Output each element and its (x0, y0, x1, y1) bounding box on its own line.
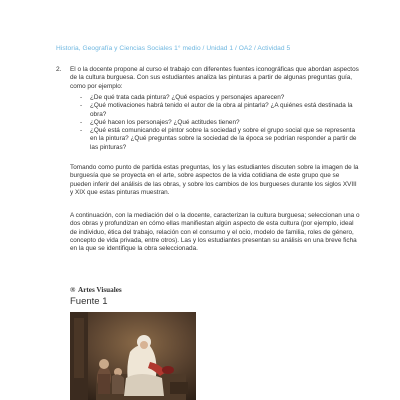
list-dash: - (80, 118, 83, 126)
section-heading-artes-visuales (70, 286, 122, 294)
section-heading-text: Artes Visuales (78, 286, 122, 294)
discussion-paragraph: Tomando como punto de partida estas preguntas, los y las estudiantes discuten sobre la imagen de la burguesía que se proyecta en el arte, sobre aspectos de la vida cotidiana de este grupo que se pueden inferir del análisis de las obras, y sobre los cambios de los burgueses durante los siglos XVIII y XIX que estas pinturas muestran. (70, 164, 359, 196)
guide-question-text: ¿Qué hacen los personajes? ¿Qué actitudes tienen? (90, 118, 240, 126)
guide-question-text: ¿De qué trata cada pintura? ¿Qué espacios y personajes aparecen? (90, 94, 285, 101)
characterization-paragraph: A continuación, con la mediación del o la docente, caracterizan la cultura burguesa; seleccionan una o dos obras y profundizan en cómo ellas manifiestan algún aspecto de esta cultura (por ejemplo, ideal de individuo, ética del trabajo, relación con el consumo y el ocio, modelo de familia, roles de género, concepto de vida privada, entre otros). Las y los estudiantes presentan su análisis en una breve ficha en la que se identifique la obra seleccionada. (70, 212, 360, 253)
guide-question (80, 94, 358, 102)
guide-question (80, 102, 358, 119)
list-dash: - (80, 94, 83, 101)
activity-intro: El o la docente propone al curso el trabajo con diferentes fuentes iconográficas que abordan aspectos de la cultura burguesa. Con sus estudiantes analiza las pinturas a partir de algunas preguntas guía, como por ejemplo: (70, 66, 359, 90)
painting-image (70, 312, 196, 400)
list-dash: - (80, 127, 83, 135)
guide-question (80, 119, 358, 127)
guide-question (80, 127, 358, 152)
page-header-title: Historia, Geografía y Ciencias Sociales 1° medio / Unidad 1 / OA2 / Actividad 5 (56, 45, 291, 52)
activity-number: 2. (56, 66, 62, 73)
guide-questions-list (80, 94, 358, 152)
guide-question-text: ¿Qué motivaciones habrá tenido el autor de la obra al pintarla? ¿A quiénes está destinada la obra? (90, 102, 353, 118)
list-dash: - (80, 102, 83, 110)
guide-question-text: ¿Qué está comunicando el pintor sobre la sociedad y sobre el grupo social que se representa en la pintura? ¿Qué preguntas sobre la sociedad de la época se podrían responder a partir de las pinturas? (90, 127, 357, 151)
registered-mark-icon: ® (70, 286, 76, 294)
source-label: Fuente 1 (70, 296, 108, 307)
